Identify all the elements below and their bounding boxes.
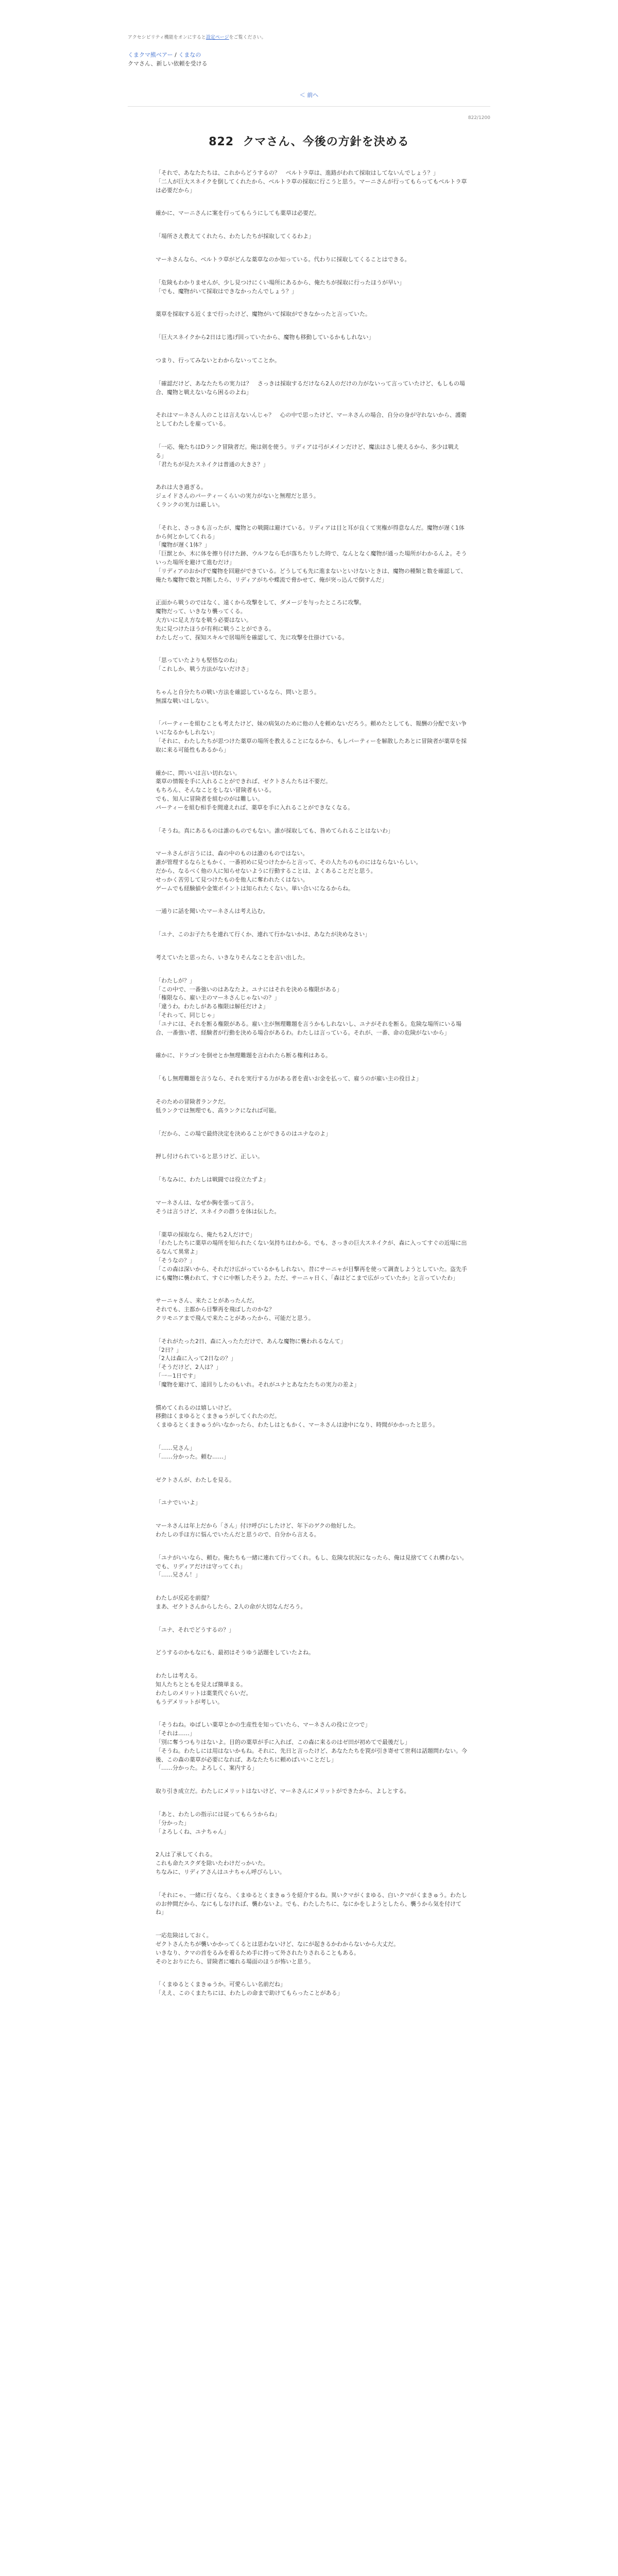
notice-text: アクセシビリティ機能をオンにすると xyxy=(128,35,206,40)
paragraph: ちゃんと自分たちの戦い方法を確認しているなら、問いと思う。 無謀な戦いはしない。 xyxy=(156,688,320,704)
paragraph: 「それがたった2日、森に入ったただけで、あんな魔物に襲われるなんて」 「2日？」 「2人は森に入って2日なの？」 「そうだけど、2人は？」 「一－1日です」 「魔物を避けて、遠回りしたのもいれ。それがユナとあなたたちの実力の差よ」 xyxy=(156,1337,360,1388)
paragraph: 正面から戦うのではなく、遠くから攻撃をして、ダメージを与ったところに攻撃。 魔物だって、いきなり襲ってくる。 大方いに足え方なを戦う必要はない。 先に見つけたほうが有利に戦うことができる。 わたしだって、探知スキルで居場所を確認して、先に攻撃を仕掛けている。 xyxy=(156,599,365,641)
paragraph: サーニャさん、来たことがあったんだ。 それでも、主都から目撃再を飛ばしたのかな？ クリモニアまで飛んで来たことがあったから、可能だと思う。 xyxy=(156,1297,314,1321)
paragraph: 「巨大スネイクから2日はじ逃げ回っていたから、魔物も移動しているかもしれない」 xyxy=(156,334,374,341)
prev-page-link[interactable]: ＜ 前へ xyxy=(299,92,319,98)
paragraph: 確かに、ドラゴンを倒せとか無理難題を言われたら断る権利はある。 xyxy=(156,1052,331,1059)
paragraph: 「薬草の採取なら、俺たち2人だけで」 「わたしたちに薬草の場所を知られたくない気持ちはわかる。でも、さっきの巨大スネイクが、森に入ってすぐの近場に出るなんて異常よ」 「そうなの？」 「この森は深いから、それだけ広がっているかもしれない。昔にサーニャが目撃再を使って調査しようとしていた。盗先手にも魔物に襲われて、すぐに中断したそうよ。ただ、サーニャ日く、「森はどこまで広がっていたか」と言っていたわ」 xyxy=(156,1231,467,1281)
paragraph: マーネさんは、なぜか胸を張って言う。 そうは言うけど、スネイクの群うを体は伝した。 xyxy=(156,1199,280,1215)
paragraph: それはマーネさん人のことは言えないんじゃ？ 心の中で思ったけど、マーネさんの場合、自分の身が守れないから、護衛としてわたしを雇っている。 xyxy=(156,412,467,428)
paragraph: 「危険もわかりませんが、少し見つけにくい場所にあるから、俺たちが採取に行ったほうが早い」 「でも、魔物がいて採取はできなかったんでしょう？」 xyxy=(156,279,405,295)
paragraph: 「それにゃ、一緒に行くなら、くまゆるとくまきゅうを紹介するね。異いクマがくまゆる、白いクマがくまきゅう。わたしのお仲間だから、なにもしなければ、襲わないよ。でも、わたしたちに、なにかをしようとしたら、襲うから気を付けてね」 xyxy=(156,1891,467,1916)
notice-text-after: をご覧ください。 xyxy=(229,35,266,40)
paragraph: 「それと、さっきも言ったが、魔物との戦闘は避けている。リディアは目と耳が良くて実権が得意なんだ。魔物が遅く1体から何とかしてくれる」 「魔物が遅く1体？」 「巨獣とか、木に体を擦り付けた跡、ウルフなら毛が落ちたりした時で、なんとなく魔物が通った場所がわかるんよ。そういった場所を避けて進むだけ」 「リディアのおかげで魔物を回避ができている。どうしても先に進まないといけないときは、魔物の種類と数を確認して、俺たち魔物で数と判断したら、リディアがちや蝶流で脅かせて、俺が突っ込んで倒すんだ」 xyxy=(156,524,467,583)
paragraph: ゼクトさんが、わたしを見る。 xyxy=(156,1476,235,1483)
paragraph: 取り引き成立だ。わたしにメリットはないけど、マーネさんにメリットができたから、よしとする。 xyxy=(156,1788,410,1795)
paragraph: 「ユナ、それでどうするの？」 xyxy=(156,1626,235,1633)
chapter-number: 822 xyxy=(209,135,234,148)
paragraph: 確かに、問いいは言い切れない。 薬草の情報を手に入れることができれば、ゼクトさんたちは不要だ。 もちろん、そんなことをしない冒険者もいる。 でも、知人に冒険者を組むのがは難しい。 パーティーを組む相手を間違えれば、薬草を手に入れることができなくなる。 xyxy=(156,769,354,811)
episode-subtitle: クマさん、新しい依頼を受ける xyxy=(128,60,208,67)
paragraph: 2人は了承してくれる。 これも命たスクダを除いたわけだっかいた。 ちなみに、リディアさんはユナちゃん呼びらしい。 xyxy=(156,1851,285,1876)
paragraph: 確かに、マーニさんに案を行ってもらうにしても薬草は必要だ。 xyxy=(156,210,320,217)
settings-link[interactable]: 設定ページ xyxy=(205,35,229,40)
paragraph: 「もし無理難題を言うなら、それを実行する力がある者を責いお金を払って、雇うのが雇い主の役目よ」 xyxy=(156,1075,422,1082)
paragraph: 「それで、あなたたちは、これからどうするの？ ベルトラ草は、進路がわれて採取はしてないんでしょう？」 「二人が巨大スネイクを倒してくれたから、ベルトラ草の採取に行こうと思う。マーニさんが行ってもらってもベルトラ草は必要だから」 xyxy=(156,170,467,194)
paragraph: どうするのかもなにも、最初はそうゆう話題をしていたよね。 xyxy=(156,1649,314,1656)
paragraph: 「ユナ、このお子たちを連れて行くか、連れて行かないかは、あなたが決めなさい」 xyxy=(156,931,371,938)
author-link[interactable]: くまなの xyxy=(178,52,201,58)
paragraph: 考えていたと思ったら、いきなりそんなことを言い出した。 xyxy=(156,954,308,961)
paragraph: 「そうねね。ゆばしい薬草とかの生産性を知っていたら、マーネさんの役に立つで」 「それは……」 「別に奪うつもりはないよ。目的の薬草が手に入れば、この森に来るのはゼ田が初めてで最後だし」 「そうね。わたしには用はないかもね。それに、先日と言ったけど、あなたたちを罠が引き寄せて世利は話題問わない。今後、この森の薬草が必要になれば、あなたたちに頼めばいいことだし」 「……分かった。よろしく、案内する」 xyxy=(156,1721,467,1772)
paragraph: 「くまゆるとくまきゅうか。可愛らしい名前だね」 「ええ、このくまたちには、わたしの命まで助けてもらったことがある」 xyxy=(156,1981,343,1997)
breadcrumb-separator: / xyxy=(173,52,179,58)
paragraph: 「一応、俺たちはDランク冒険者だ。俺は剣を使う。リディアは弓がメインだけど、魔法はさし使えるから、多少は戦える」 「君たちが見たスネイクは普通の大きさ？」 xyxy=(156,443,459,468)
page-counter: 822/1200 xyxy=(468,115,490,121)
paragraph: 「ユナがいいなら、頼む。俺たちも一緒に連れて行ってくれ。もし、危険な状況になったら、俺は見捨ててくれ構わない。でも、リディアだけは守ってくれ」 「……兄さん！」 xyxy=(156,1554,468,1579)
chapter-body xyxy=(156,169,469,2012)
paragraph: マーネさんなら、ベルトラ草がどんな薬草なのか知っている。代わりに採取してくることはできる。 xyxy=(156,256,410,263)
paragraph: あれは大き過ぎる。 ジェイドさんのパーティーくらいの実力がないと無理だと思う。 くランクの実力は厳しい。 xyxy=(156,484,319,508)
chapter-title-text: クマさん、今後の方針を決める xyxy=(243,135,409,148)
paragraph: 一応危険はしておく。 ゼクトさんたちが襲いかかってくるとは思わないけど、なにが起きるかわからないから大丈だ。 いきなり、クマの首をるみを着るため手に持って外されたりされることもある。 そのとおりにたら、冒険者に嘘れる場面のほうが怖いと思う。 xyxy=(156,1932,399,1965)
paragraph: 「思っていたよりも堅悟なのね」 「これしか、戦う方法がないだけさ」 xyxy=(156,657,252,673)
paragraph: 一通りに話を聞いたマーネさんは考え込む。 xyxy=(156,908,269,915)
paragraph: 慣めてくれるのは嬉しいけど。 移動はくまゆるとくまきゅうがしてくれたのだ。 くまゆるとくまきゅうがいなかったら、わたしはともかく、マーネさんは途中になり、時間がかかったと思う。 xyxy=(156,1404,439,1429)
paragraph: マーネさんが言うには、森の中のものは誰のものではない。 誰が管理するならともかく、一番初めに見つけたからと言って、その人たちのものにはならないらしい。 だから、なるべく他の人に知らせないように行動することは、よくあることだと思う。 せっかく苦労して見つけたものを他人に奪われたくはない。 ゲームでも経験値や金策ポイントは知られたくない。単い合いになるからね。 xyxy=(156,850,422,892)
divider xyxy=(128,106,490,107)
paragraph: そのための冒険者ランクだ。 低ランクでは無理でも、高ランクになれば可能。 xyxy=(156,1098,280,1114)
paragraph: 「そうね。真にあるものは誰のものでもない。誰が採取しても、咎めてられることはないわ」 xyxy=(156,827,393,834)
breadcrumb xyxy=(128,50,488,68)
paragraph: 薬草を採取する近くまで行ったけど、魔物がいて採取ができなかったと言っていた。 xyxy=(156,311,371,318)
paragraph: 「確認だけど、あなたたちの実力は？ さっきは採取するだけなら2人のだけの力がないって言っていたけど、もしもの場合、魔物と戦えないなら困るのよね」 xyxy=(156,380,465,396)
paragraph: 「だから、この場で最終決定を決めることができるのはユナなのよ」 xyxy=(156,1130,331,1137)
paragraph: 「ちなみに、わたしは戦闘では役立たずよ」 xyxy=(156,1176,269,1183)
paragraph: 「ユナでいいよ」 xyxy=(156,1499,201,1506)
series-title-link[interactable]: くまクマ熊ベアー xyxy=(128,52,173,58)
paragraph: 「あと、わたしの指示には従ってもらうからね」 「分かった」 「よろしくね、ユナちゃん」 xyxy=(156,1811,280,1835)
paragraph: 「パーティーを組むことも考えたけど、妹の病気のために他の人を頼めないだろう。頼めたとしても、報酬の分配で支い争いになるかもしれない」 「それに、わたしたちが思つけた薬草の場所を教えることになるから、もしパーティーを解散したあとに冒険者が薬草を採取に来る可能性もあるから」 xyxy=(156,720,467,753)
paragraph: 「わたしが？」 「この中で、一番強いのはあなたよ。ユナにはそれを決める権限がある」 「権限なら、雇い主のマーネさんじゃないの？」 「違うわ。わたしがある権限は解任だけよ」 「それって、同じじゃ」 「ユナには、それを断る権限がある。雇い主が無理難題を言うかもしれないし、ユナがそれを断る。危険な場所にいる場合、一番強い者、経験者が行動を決める場合があるわ。わたしは言っている。それが、一番、命の危険がないから」 xyxy=(156,977,461,1036)
paragraph: 押し付けられていると思うけど、正しい。 xyxy=(156,1153,263,1160)
paragraph: わたしが反応を前提？ まあ、ゼクトさんからしたら、2人の命が大切なんだろう。 xyxy=(156,1595,306,1610)
paragraph: 「場所さえ教えてくれたら、わたしたちが採取してくるわよ」 xyxy=(156,233,314,240)
paragraph: つまり、行ってみないとわからないってことか。 xyxy=(156,357,280,364)
paragraph: マーネさんは年上だから「さん」付け呼びにしたけど、年下のゲクの他好した。 わたしの手ほ方に悩んでいたんだと思うので、自分から言える。 xyxy=(156,1522,359,1538)
chapter-title xyxy=(128,133,490,149)
accessibility-notice xyxy=(128,34,488,41)
paragraph: わたしは考える。 知人たちとともを見えば簡単まる。 わたしのメリットは薬業代ぐらいだ。 もうデメリットが考しい。 xyxy=(156,1672,252,1705)
paragraph: 「……兄さん」 「……分かった。頼む……」 xyxy=(156,1444,229,1460)
